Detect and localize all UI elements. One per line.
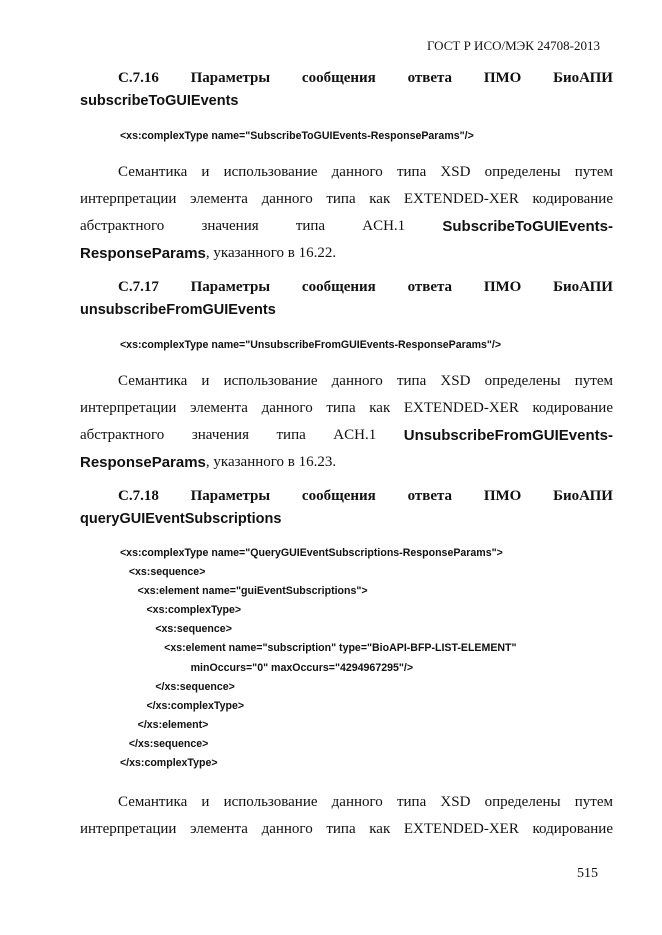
word: абстрактного [80, 218, 165, 234]
heading-word: ответа [407, 488, 453, 504]
word: данного [331, 373, 383, 389]
code-line: </xs:sequence> [120, 680, 235, 693]
word: значения [191, 427, 249, 443]
word: элемента [190, 191, 248, 207]
heading-word: сообщения [301, 70, 376, 86]
type-name: ResponseParams [80, 454, 206, 471]
heading-word: БиоАПИ [553, 70, 613, 86]
paragraph-line [80, 159, 613, 186]
type-name: SubscribeToGUIEvents- [442, 218, 613, 235]
word: путем [574, 164, 613, 180]
section-number: C.7.18 [118, 488, 159, 504]
word: типа [326, 821, 356, 837]
type-name: ResponseParams [80, 245, 206, 262]
word: Семантика [118, 164, 188, 180]
code-block [120, 336, 501, 355]
word: кодирование [532, 821, 613, 837]
heading-word: БиоАПИ [553, 279, 613, 295]
word: кодирование [532, 191, 613, 207]
word: типа [295, 218, 326, 234]
word: путем [574, 794, 613, 810]
code-line: </xs:complexType> [120, 757, 218, 770]
heading-word: ответа [407, 279, 453, 295]
paragraph-tail: , указанного в 16.23. [205, 454, 337, 470]
code-line: minOccurs="0" maxOccurs="4294967295"/> [120, 661, 414, 674]
word: использование [223, 794, 318, 810]
word: использование [223, 373, 318, 389]
code-line: </xs:complexType> [120, 699, 245, 712]
word: элемента [190, 400, 248, 416]
word: определены [484, 373, 561, 389]
paragraph-line [80, 368, 613, 395]
heading-word: ПМО [483, 70, 522, 86]
paragraph-line [80, 789, 613, 816]
word: Семантика [118, 373, 188, 389]
word: Семантика [118, 794, 188, 810]
word: как [369, 821, 391, 837]
paragraph-line [80, 816, 613, 843]
word: путем [574, 373, 613, 389]
word: типа [396, 794, 427, 810]
section-heading [80, 488, 613, 527]
heading-word: БиоАПИ [553, 488, 613, 504]
word: типа [396, 373, 427, 389]
word: типа [326, 400, 356, 416]
word: XSD [440, 373, 471, 389]
word: XSD [440, 794, 471, 810]
word: типа [276, 427, 306, 443]
paragraph [80, 368, 613, 476]
heading-word: сообщения [301, 279, 376, 295]
word: ACH.1 [333, 427, 377, 443]
heading-word: Параметры [190, 70, 271, 86]
heading-word: сообщения [301, 488, 376, 504]
word: интерпретации [80, 400, 177, 416]
heading-line [80, 279, 613, 296]
word: и [201, 164, 210, 180]
operation-name: subscribeToGUIEvents [80, 93, 239, 109]
word: определены [484, 164, 561, 180]
code-line: <xs:complexType> [120, 604, 242, 617]
word: типа [326, 191, 356, 207]
word: EXTENDED-XER [403, 400, 519, 416]
word: и [201, 373, 210, 389]
word: EXTENDED-XER [403, 821, 519, 837]
paragraph-line [80, 186, 613, 213]
word: данного [331, 164, 383, 180]
heading-word: ответа [407, 70, 453, 86]
word: данного [261, 821, 313, 837]
heading-word: Параметры [190, 279, 271, 295]
code-line: </xs:sequence> [120, 737, 209, 750]
word: как [369, 191, 391, 207]
word: использование [223, 164, 318, 180]
paragraph [80, 789, 613, 843]
word: абстрактного [80, 427, 165, 443]
word: и [201, 794, 210, 810]
code-line: </xs:element> [120, 718, 209, 731]
section-heading [80, 70, 613, 109]
heading-line [80, 488, 613, 505]
heading-word: ПМО [483, 488, 522, 504]
word: интерпретации [80, 191, 177, 207]
operation-name: unsubscribeFromGUIEvents [80, 302, 276, 318]
code-line: <xs:complexType name="QueryGUIEventSubscriptions-ResponseParams"> [120, 547, 503, 559]
heading-line [80, 70, 613, 87]
type-name: UnsubscribeFromGUIEvents- [403, 427, 613, 444]
code-line: <xs:sequence> [120, 623, 232, 636]
word: EXTENDED-XER [403, 191, 519, 207]
word: интерпретации [80, 821, 177, 837]
word: элемента [190, 821, 248, 837]
code-block [120, 544, 517, 773]
word: как [369, 400, 391, 416]
paragraph-line [80, 449, 613, 476]
code-line: <xs:complexType name="UnsubscribeFromGUIEvents-ResponseParams"/> [120, 339, 502, 351]
word: определены [484, 794, 561, 810]
word: значения [201, 218, 259, 234]
word: данного [261, 400, 313, 416]
paragraph-line [80, 213, 613, 240]
word: данного [331, 794, 383, 810]
word: XSD [440, 164, 471, 180]
operation-name: queryGUIEventSubscriptions [80, 511, 282, 527]
paragraph-line [80, 240, 613, 267]
page-header: ГОСТ Р ИСО/МЭК 24708-2013 [426, 38, 600, 53]
code-line: <xs:sequence> [120, 566, 206, 579]
section-number: C.7.17 [118, 279, 159, 295]
section-number: C.7.16 [118, 70, 159, 86]
paragraph-tail: , указанного в 16.22. [205, 245, 337, 261]
code-line: <xs:element name="subscription" type="BioAPI-BFP-LIST-ELEMENT" [120, 642, 517, 655]
word: данного [261, 191, 313, 207]
code-line: <xs:element name="guiEventSubscriptions"> [120, 585, 368, 598]
word: типа [396, 164, 427, 180]
word: ACH.1 [362, 218, 406, 234]
section-heading [80, 279, 613, 318]
page-number: 515 [577, 866, 598, 881]
heading-word: ПМО [483, 279, 522, 295]
code-line: <xs:complexType name="SubscribeToGUIEvents-ResponseParams"/> [120, 130, 474, 142]
code-block [120, 127, 474, 146]
paragraph-line [80, 395, 613, 422]
paragraph-line [80, 422, 613, 449]
heading-word: Параметры [190, 488, 271, 504]
paragraph [80, 159, 613, 267]
word: кодирование [532, 400, 613, 416]
